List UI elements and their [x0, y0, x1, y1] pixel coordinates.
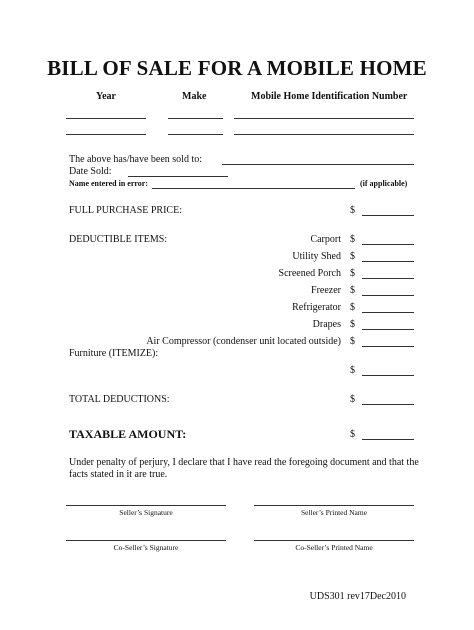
- air-compressor-amount-field[interactable]: [362, 346, 414, 347]
- name-error-label: Name entered in error:: [69, 179, 149, 188]
- make-header: Make: [182, 91, 207, 102]
- perjury-declaration: Under penalty of perjury, I declare that I have read the foregoing document and that the facts stated in it are true.: [69, 457, 419, 480]
- carport-amount-field[interactable]: [362, 244, 414, 245]
- taxable-currency: $: [350, 429, 355, 440]
- date-sold-label: Date Sold:: [69, 166, 112, 177]
- deductible-item-utility-shed: Utility Shed: [292, 251, 341, 262]
- deductible-item-drapes: Drapes: [312, 319, 341, 330]
- name-error-field[interactable]: [152, 188, 355, 189]
- drapes-currency: $: [350, 319, 355, 330]
- drapes-amount-field[interactable]: [362, 329, 414, 330]
- coseller-signature-label: Co-Seller’s Signature: [113, 543, 179, 552]
- sold-to-field[interactable]: [222, 164, 414, 165]
- sold-to-label: The above has/have been sold to:: [69, 154, 203, 165]
- total-deductions-label: TOTAL DEDUCTIONS:: [69, 394, 170, 405]
- deductible-item-freezer: Freezer: [311, 285, 341, 296]
- seller-signature-label: Seller’s Signature: [119, 508, 173, 517]
- coseller-name-line[interactable]: [254, 540, 414, 541]
- carport-currency: $: [350, 234, 355, 245]
- year-field-1[interactable]: [66, 118, 146, 119]
- air-compressor-currency: $: [350, 336, 355, 347]
- form-title: BILL OF SALE FOR A MOBILE HOME: [47, 56, 427, 80]
- furniture-label: Furniture (ITEMIZE):: [69, 348, 159, 359]
- make-field-2[interactable]: [168, 134, 223, 135]
- if-applicable-note: (if applicable): [360, 179, 408, 188]
- full-price-label: FULL PURCHASE PRICE:: [69, 205, 182, 216]
- full-price-currency: $: [350, 205, 355, 216]
- refrigerator-amount-field[interactable]: [362, 312, 414, 313]
- seller-name-line[interactable]: [254, 505, 414, 506]
- coseller-signature-line[interactable]: [66, 540, 226, 541]
- date-sold-field[interactable]: [128, 176, 228, 177]
- deductible-item-screened-porch: Screened Porch: [278, 268, 341, 279]
- taxable-amount-label: TAXABLE AMOUNT:: [69, 427, 187, 441]
- seller-name-label: Seller’s Printed Name: [300, 508, 368, 517]
- taxable-amount-field[interactable]: [362, 439, 414, 440]
- full-price-field[interactable]: [362, 215, 414, 216]
- screened-porch-amount-field[interactable]: [362, 278, 414, 279]
- id-number-field-2[interactable]: [234, 134, 414, 135]
- refrigerator-currency: $: [350, 302, 355, 313]
- total-deductions-field[interactable]: [362, 404, 414, 405]
- seller-signature-line[interactable]: [66, 505, 226, 506]
- year-header: Year: [96, 91, 116, 102]
- deductible-label: DEDUCTIBLE ITEMS:: [69, 234, 168, 245]
- make-field-1[interactable]: [168, 118, 223, 119]
- furniture-currency: $: [350, 365, 355, 376]
- screened-porch-currency: $: [350, 268, 355, 279]
- coseller-name-label: Co-Seller’s Printed Name: [295, 543, 373, 552]
- total-deductions-currency: $: [350, 394, 355, 405]
- deductible-item-refrigerator: Refrigerator: [292, 302, 341, 313]
- deductible-item-carport: Carport: [310, 234, 341, 245]
- form-id: UDS301 rev17Dec2010: [309, 591, 406, 602]
- freezer-amount-field[interactable]: [362, 295, 414, 296]
- utility-shed-currency: $: [350, 251, 355, 262]
- utility-shed-amount-field[interactable]: [362, 261, 414, 262]
- furniture-amount-field[interactable]: [362, 375, 414, 376]
- freezer-currency: $: [350, 285, 355, 296]
- id-number-field-1[interactable]: [234, 118, 414, 119]
- year-field-2[interactable]: [66, 134, 146, 135]
- deductible-item-air-compressor: Air Compressor (condenser unit located outside): [146, 336, 341, 347]
- id-number-header: Mobile Home Identification Number: [251, 91, 408, 102]
